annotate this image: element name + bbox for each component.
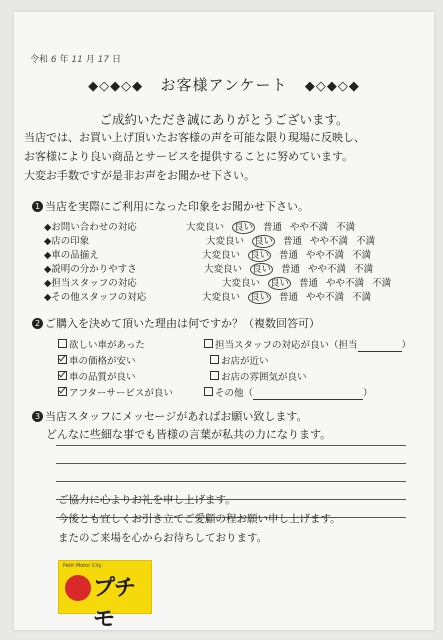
era-label: 令和 <box>30 55 49 65</box>
day-value: 17 <box>97 55 110 65</box>
brand-logo <box>58 560 152 632</box>
rating-option[interactable]: 良い <box>252 264 272 275</box>
question-1-text: 当店を実際にご利用になった印象をお聞かせ下さい。 <box>45 200 309 213</box>
reason-label: 車の価格が安い <box>69 356 136 367</box>
rating-option[interactable]: やや不満 <box>290 222 329 233</box>
title-text: お客様アンケート <box>160 76 288 94</box>
close-paren: ） <box>363 388 373 399</box>
rating-item-label: ◆店の印象 <box>44 236 90 247</box>
rating-option[interactable]: 大変良い <box>222 278 261 289</box>
logo-text: プチモ <box>93 576 136 632</box>
rating-option[interactable]: 大変良い <box>202 250 241 261</box>
page-title <box>14 74 434 95</box>
checkbox[interactable] <box>204 339 213 348</box>
staff-name-blank[interactable] <box>358 340 402 352</box>
checkbox[interactable] <box>204 387 213 396</box>
rating-option[interactable]: 良い <box>234 222 254 233</box>
rating-option[interactable]: 良い <box>270 278 290 289</box>
rating-scale <box>206 233 383 247</box>
date-line <box>30 52 121 65</box>
rating-option[interactable]: 大変良い <box>204 264 243 275</box>
checkbox[interactable] <box>58 355 67 364</box>
rating-option[interactable]: 良い <box>250 292 270 303</box>
reason-option[interactable] <box>210 369 307 383</box>
checkbox[interactable] <box>58 387 67 396</box>
question-3-text: 当店スタッフにメッセージがあればお願い致します。 <box>45 410 308 423</box>
rating-option[interactable]: やや不満 <box>326 278 365 289</box>
reason-option[interactable] <box>58 369 136 383</box>
rating-option[interactable]: 不満 <box>336 222 356 233</box>
closing-line-3: またのご来場を心からお待ちしております。 <box>58 532 268 544</box>
rating-option[interactable]: やや不満 <box>306 250 345 261</box>
year-unit: 年 <box>59 55 69 65</box>
rating-option[interactable]: 普通 <box>281 264 301 275</box>
rating-option[interactable]: やや不満 <box>310 236 349 247</box>
rating-option[interactable]: 普通 <box>279 250 299 261</box>
message-line[interactable] <box>56 445 406 446</box>
reason-label: お店の雰囲気が良い <box>221 372 307 383</box>
reason-label: その他（ <box>215 388 254 399</box>
rating-item-label: ◆説明の分かりやすさ <box>44 264 137 275</box>
message-line[interactable] <box>56 463 406 464</box>
year-value: 6 <box>50 55 57 65</box>
reason-option[interactable] <box>58 385 173 399</box>
day-unit: 日 <box>111 55 121 65</box>
rating-item-label: ◆その他スタッフの対応 <box>44 292 147 303</box>
car-icon <box>65 575 91 601</box>
rating-option[interactable]: 不満 <box>352 250 372 261</box>
checkbox[interactable] <box>210 355 219 364</box>
month-unit: 月 <box>85 55 95 65</box>
rating-option[interactable]: 普通 <box>279 292 299 303</box>
rating-item-label: ◆お問い合わせの対応 <box>44 222 137 233</box>
rating-option[interactable]: 不満 <box>352 292 372 303</box>
rating-option[interactable]: 普通 <box>299 278 319 289</box>
rating-option[interactable]: やや不満 <box>306 292 345 303</box>
question-number-badge: 2 <box>32 318 43 329</box>
intro-paragraph <box>24 128 404 185</box>
rating-item-label: ◆担当スタッフの対応 <box>44 278 137 289</box>
greeting-text: ご成約いただき誠にありがとうございます。 <box>99 112 349 127</box>
rating-option[interactable]: 良い <box>250 250 270 261</box>
rating-option[interactable]: 普通 <box>283 236 303 247</box>
rating-option[interactable]: 大変良い <box>186 222 225 233</box>
reason-option[interactable] <box>58 337 145 351</box>
rating-option[interactable]: 不満 <box>354 264 374 275</box>
logo-subtext: Petit Motor City <box>63 563 102 569</box>
rating-option[interactable]: 不満 <box>356 236 376 247</box>
survey-sheet <box>14 12 434 630</box>
question-2-text: ご購入を決めて頂いた理由は何ですか？（複数回答可） <box>45 317 320 330</box>
rating-option[interactable]: やや不満 <box>308 264 347 275</box>
title-deco-right: ◆◇◆◇◆ <box>304 79 360 94</box>
other-reason-blank[interactable] <box>253 388 363 400</box>
rating-option[interactable]: 良い <box>254 236 274 247</box>
question-3-subtext: どんなに些細な事でも皆様の言葉が私共の力になります。 <box>46 428 332 441</box>
intro-line-2: お客様により良い商品とサービスを提供することに努めています。 <box>24 150 354 163</box>
checkbox[interactable] <box>58 371 67 380</box>
question-2 <box>32 315 320 331</box>
closing-line-1: ご協力に心よりお礼を申し上げます。 <box>58 494 236 506</box>
rating-scale <box>204 261 381 275</box>
intro-line-1: 当店では、お買い上げ頂いたお客様の声を可能な限り現場に反映し、 <box>24 131 365 144</box>
closing-line-2: 今後とも宜しくお引き立てご愛顧の程お願い申し上げます。 <box>58 513 341 525</box>
rating-item-label: ◆車の品揃え <box>44 250 99 261</box>
rating-option[interactable]: 普通 <box>263 222 283 233</box>
rating-scale <box>186 219 363 233</box>
question-1 <box>32 198 309 214</box>
question-3 <box>32 408 307 424</box>
reason-label: 担当スタッフの対応が良い（担当 <box>215 340 358 351</box>
reason-option[interactable] <box>210 353 269 367</box>
rating-option[interactable]: 大変良い <box>202 292 241 303</box>
month-value: 11 <box>71 55 83 65</box>
close-paren: ） <box>401 340 412 351</box>
reason-label: お店が近い <box>221 356 269 367</box>
reason-option[interactable] <box>58 353 136 367</box>
checkbox[interactable] <box>210 371 219 380</box>
rating-scale <box>202 289 379 303</box>
message-line[interactable] <box>56 481 406 482</box>
question-number-badge: 3 <box>32 411 43 422</box>
rating-option[interactable]: 不満 <box>372 278 392 289</box>
reason-label: 車の品質が良い <box>69 372 136 383</box>
rating-scale <box>222 275 399 289</box>
rating-option[interactable]: 大変良い <box>206 236 245 247</box>
checkbox[interactable] <box>58 339 67 348</box>
reason-option[interactable] <box>204 337 411 352</box>
intro-line-3: 大変お手数ですが是非お声をお聞かせ下さい。 <box>24 169 255 182</box>
reason-label: 欲しい車があった <box>69 340 145 351</box>
rating-scale <box>202 247 379 261</box>
question-number-badge: 1 <box>32 201 43 212</box>
reason-label: アフターサービスが良い <box>69 388 173 399</box>
title-deco-left: ◆◇◆◇◆ <box>88 79 144 94</box>
reason-option[interactable] <box>204 385 373 400</box>
